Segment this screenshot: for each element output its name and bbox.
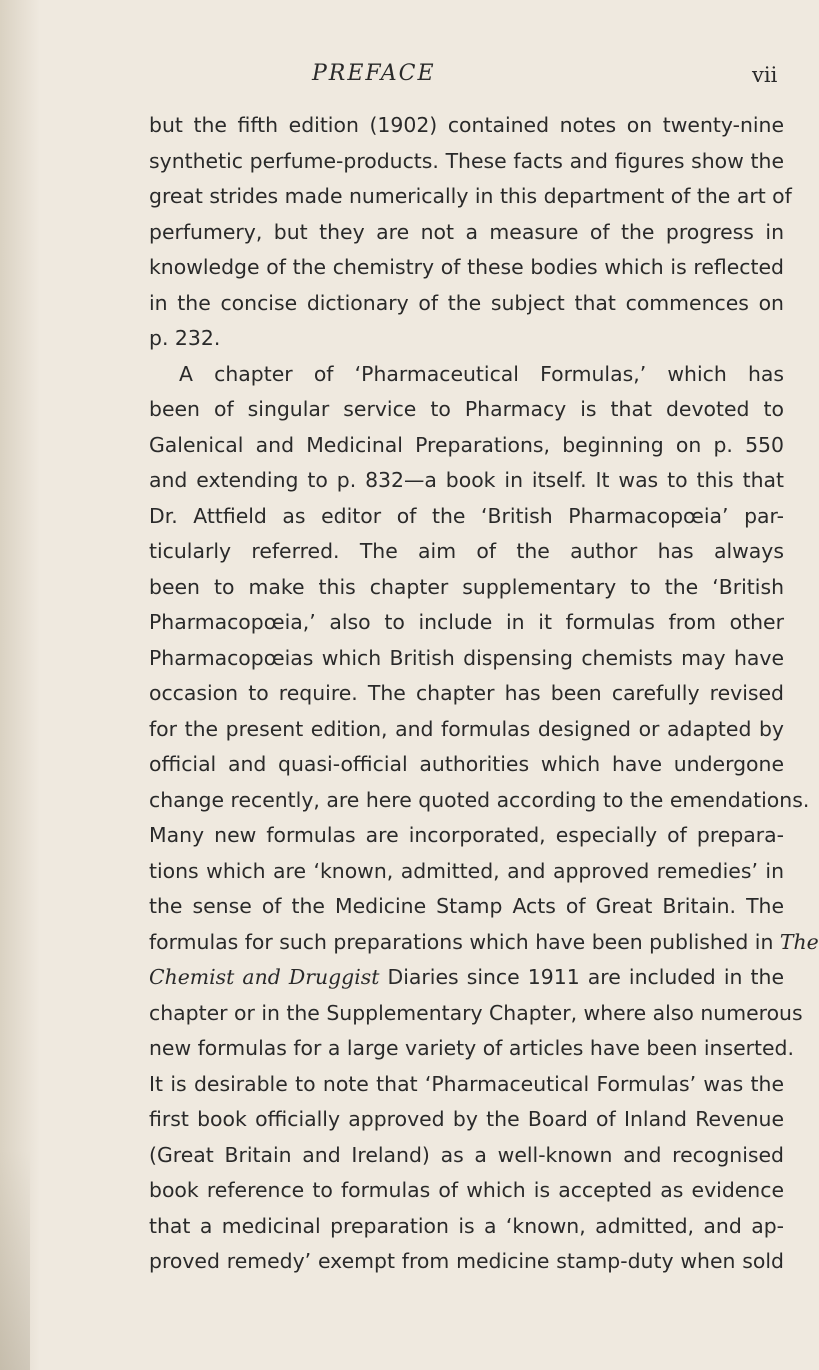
page-edge-shadow — [0, 1150, 30, 1370]
text-line: book reference to formulas of which is accepted as evidence — [149, 1178, 784, 1202]
text-line: first book officially approved by the Board of Inland Revenue — [149, 1107, 784, 1131]
page-number: vii — [752, 63, 778, 87]
text-line: Pharmacopœia,’ also to include in it formulas from other — [149, 610, 784, 634]
text-line: Dr. Attfield as editor of the ‘British Pharmacopœia’ par- — [149, 503, 784, 528]
text-line — [149, 960, 784, 996]
text-line-content: Diaries since 1911 are included in the — [387, 965, 784, 989]
text-line: for the present edition, and formulas designed or adapted by — [149, 716, 784, 741]
text-line: that a medicinal preparation is a ‘known, admitted, and ap- — [149, 1213, 784, 1238]
text-line: (Great Britain and Ireland) as a well-known and recognised — [149, 1142, 784, 1167]
text-line: Pharmacopœias which British dispensing chemists may have — [149, 645, 784, 670]
text-line: Many new formulas are incorporated, especially of prepara- — [149, 823, 784, 847]
text-line-content: formulas for such preparations which have been published in — [149, 929, 774, 954]
text-line: and extending to p. 832—a book in itself. It was to this that — [149, 468, 784, 492]
text-line — [149, 925, 819, 961]
italic-title: Chemist and Druggist — [149, 965, 380, 989]
text-line: knowledge of the chemistry of these bodies which is reflected — [149, 255, 784, 279]
text-line: synthetic perfume-products. These facts and figures show the — [149, 148, 784, 173]
running-head: PREFACE — [312, 61, 436, 86]
text-line: It is desirable to note that ‘Pharmaceutical Formulas’ was the — [149, 1071, 784, 1096]
text-line: ticularly referred. The aim of the author has always — [149, 539, 784, 563]
page-header — [0, 0, 800, 100]
paragraph-start-line: A chapter of ‘Pharmaceutical Formulas,’ which has — [179, 361, 784, 386]
text-line: been to make this chapter supplementary to the ‘British — [149, 574, 784, 599]
text-line: chapter or in the Supplementary Chapter, where also numerous — [149, 1000, 803, 1025]
text-line: great strides made numerically in this department of the art of — [149, 184, 792, 208]
italic-title-word: The — [779, 929, 819, 954]
text-line: proved remedy’ exempt from medicine stamp-duty when sold — [149, 1249, 784, 1273]
body-text — [149, 108, 819, 1280]
text-line: official and quasi-official authorities which have undergone — [149, 752, 784, 776]
text-line: p. 232. — [149, 326, 221, 350]
text-line: but the fifth edition (1902) contained notes on twenty-nine — [149, 113, 784, 137]
text-line: tions which are ‘known, admitted, and approved remedies’ in — [149, 858, 784, 883]
text-line: perfumery, but they are not a measure of the progress in — [149, 219, 784, 244]
text-line: been of singular service to Pharmacy is that devoted to — [149, 397, 784, 421]
text-line: in the concise dictionary of the subject that commences on — [149, 290, 784, 315]
text-line: new formulas for a large variety of articles have been inserted. — [149, 1036, 794, 1060]
text-line: change recently, are here quoted according to the emendations. — [149, 787, 810, 812]
text-line: occasion to require. The chapter has been carefully revised — [149, 681, 784, 705]
text-line: Galenical and Medicinal Preparations, beginning on p. 550 — [149, 432, 784, 457]
text-line: the sense of the Medicine Stamp Acts of Great Britain. The — [149, 894, 784, 918]
